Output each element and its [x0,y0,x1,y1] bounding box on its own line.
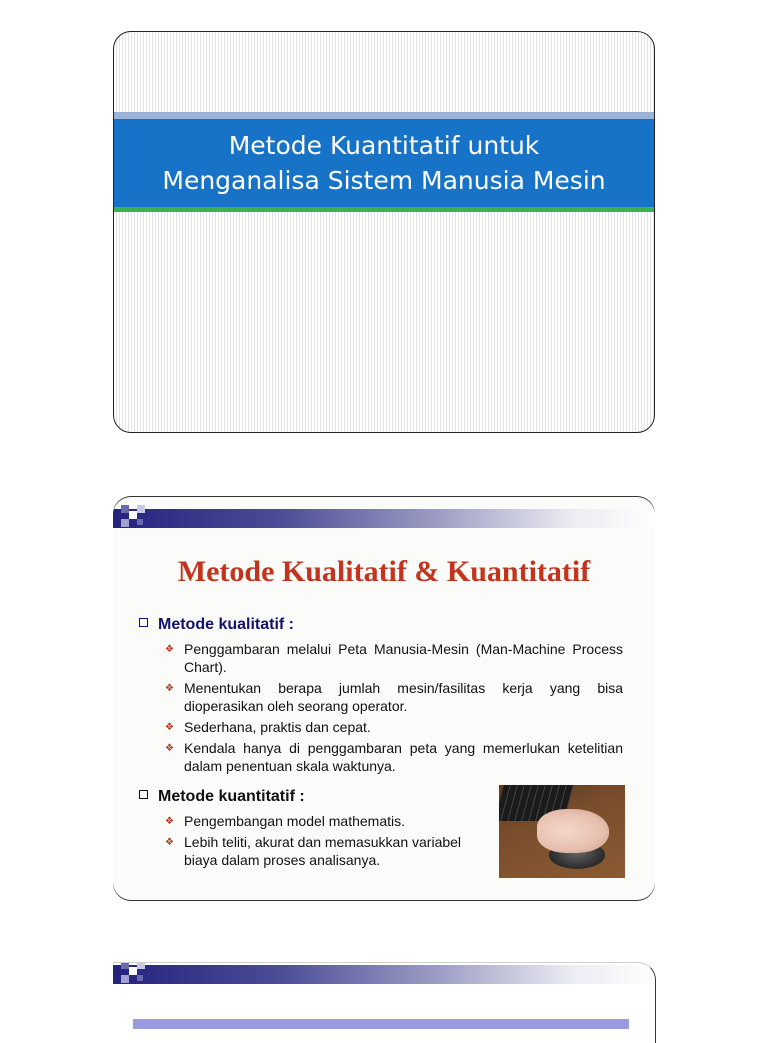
list-item [165,739,623,775]
list-item [165,679,623,715]
pixel-squares-icon [113,505,153,535]
list-item-text: Sederhana, praktis dan cepat. [184,719,371,735]
diamond-bullet-icon: ❖ [165,683,174,694]
list-item [165,812,490,830]
header-gradient-bar [113,509,655,528]
section-heading-text: Metode kualitatif : [158,616,295,633]
hand-on-mouse-photo [499,785,625,878]
kuantitatif-bullet-list [165,812,490,872]
diamond-bullet-icon: ❖ [165,837,174,848]
diamond-bullet-icon: ❖ [165,722,174,733]
header-gradient-bar [113,965,655,984]
title-top-strip [114,112,654,119]
diamond-bullet-icon: ❖ [165,743,174,754]
slide-3-title-bar [133,1019,629,1029]
kualitatif-bullet-list [165,640,623,778]
title-green-strip [114,207,654,212]
list-item [165,640,623,676]
slide-3 [113,962,656,1043]
slide-2-title: Metode Kualitatif & Kuantitatif [177,555,591,588]
list-item-text: Lebih teliti, akurat dan memasukkan variabel biaya dalam proses analisanya. [184,834,462,868]
slide-1-title-line-1: Metode Kuantitatif untuk [228,131,540,160]
list-item [165,718,623,736]
slide-1 [113,31,655,433]
diamond-bullet-icon: ❖ [165,644,174,655]
section-heading-kuantitatif [139,788,305,806]
hollow-square-icon [139,618,148,627]
slide-2 [113,497,655,900]
list-item [165,833,490,869]
list-item-text: Menentukan berapa jumlah mesin/fasilitas kerja yang bisa dioperasikan oleh seorang operator. [184,680,623,714]
hollow-square-icon [139,790,148,799]
diamond-bullet-icon: ❖ [165,816,174,827]
slide-1-title-band [114,119,654,207]
list-item-text: Pengembangan model mathematis. [184,813,406,829]
section-heading-text: Metode kuantitatif : [158,788,305,805]
pixel-squares-icon [113,962,153,991]
list-item-text: Penggambaran melalui Peta Manusia-Mesin (Man-Machine Process Chart). [184,641,623,675]
slide-1-title-line-2: Menganalisa Sistem Manusia Mesin [162,166,606,195]
list-item-text: Kendala hanya di penggambaran peta yang memerlukan ketelitian dalam penentuan skala waktunya. [184,740,623,774]
hand-graphic [537,809,609,853]
section-heading-kualitatif [139,616,294,634]
